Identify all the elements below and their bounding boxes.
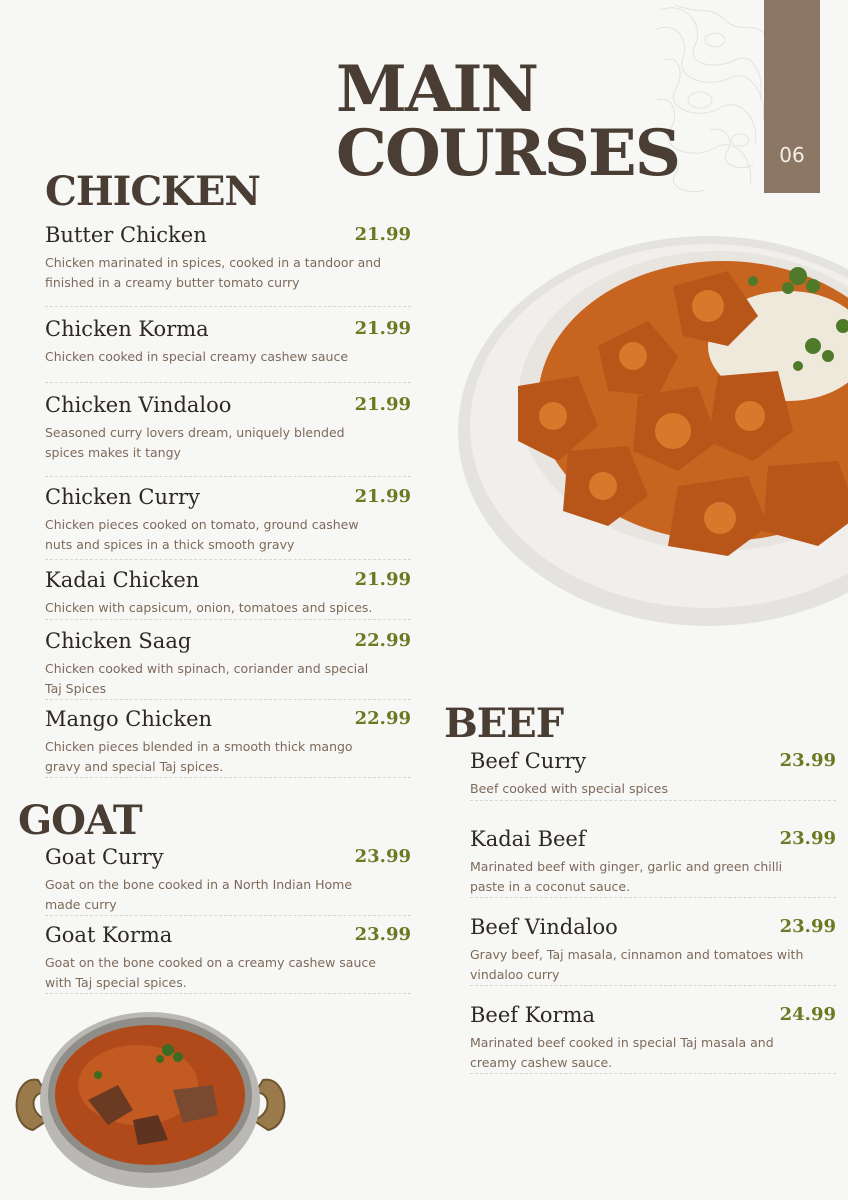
item-price: 21.99 [354, 318, 411, 339]
item-name: Beef Korma [470, 1003, 595, 1027]
item-price: 22.99 [354, 708, 411, 729]
item-price: 21.99 [354, 394, 411, 415]
item-price: 23.99 [354, 846, 411, 867]
menu-item-chicken-vindaloo [45, 392, 411, 477]
item-name: Beef Vindaloo [470, 915, 618, 939]
item-name: Chicken Saag [45, 629, 192, 653]
menu-item-beef-korma [470, 1002, 836, 1074]
item-description: Goat on the bone cooked on a creamy cashew sauce with Taj special spices. [45, 955, 376, 990]
menu-item-mango-chicken [45, 706, 411, 778]
menu-item-kadai-chicken [45, 567, 411, 620]
item-price: 21.99 [354, 569, 411, 590]
section-heading-chicken: CHICKEN [45, 168, 260, 215]
item-price: 23.99 [779, 750, 836, 771]
page-number-tab [764, 0, 820, 193]
item-name: Goat Korma [45, 923, 173, 947]
item-description: Chicken marinated in spices, cooked in a tandoor and finished in a creamy butter tomato curry [45, 255, 382, 290]
item-price: 24.99 [779, 1004, 836, 1025]
item-description: Marinated beef with ginger, garlic and green chilli paste in a coconut sauce. [470, 859, 783, 894]
item-description: Seasoned curry lovers dream, uniquely blended spices makes it tangy [45, 425, 345, 460]
item-price: 23.99 [779, 916, 836, 937]
item-description: Gravy beef, Taj masala, cinnamon and tomatoes with vindaloo curry [470, 947, 804, 982]
menu-item-beef-curry [470, 748, 836, 801]
item-description: Chicken cooked in special creamy cashew sauce [45, 349, 349, 364]
item-price: 23.99 [779, 828, 836, 849]
item-description: Marinated beef cooked in special Taj masala and creamy cashew sauce. [470, 1035, 774, 1070]
item-description: Chicken pieces cooked on tomato, ground cashew nuts and spices in a thick smooth gravy [45, 517, 359, 552]
menu-item-beef-vindaloo [470, 914, 836, 986]
menu-item-goat-korma [45, 922, 411, 994]
item-description: Chicken with capsicum, onion, tomatoes and spices. [45, 600, 373, 615]
title-line-1: MAIN [336, 52, 537, 127]
butter-chicken-plate-image [458, 226, 848, 636]
item-description: Chicken cooked with spinach, coriander and special Taj Spices [45, 661, 369, 696]
item-price: 21.99 [354, 224, 411, 245]
item-price: 21.99 [354, 486, 411, 507]
item-name: Beef Curry [470, 749, 587, 773]
item-name: Butter Chicken [45, 223, 207, 247]
item-description: Chicken pieces blended in a smooth thick mango gravy and special Taj spices. [45, 739, 353, 774]
menu-item-chicken-saag [45, 628, 411, 700]
title-line-2: COURSES [336, 116, 679, 191]
section-heading-beef: BEEF [444, 700, 564, 747]
menu-item-goat-curry [45, 844, 411, 916]
menu-item-kadai-beef [470, 826, 836, 898]
item-price: 22.99 [354, 630, 411, 651]
goat-curry-pot-image [8, 1005, 293, 1200]
menu-item-chicken-korma [45, 316, 411, 383]
item-description: Beef cooked with special spices [470, 781, 668, 796]
item-name: Goat Curry [45, 845, 164, 869]
item-name: Chicken Korma [45, 317, 209, 341]
item-price: 23.99 [354, 924, 411, 945]
page-number: 06 [779, 143, 805, 167]
item-name: Kadai Chicken [45, 568, 200, 592]
item-name: Chicken Curry [45, 485, 200, 509]
section-heading-goat: GOAT [18, 797, 142, 844]
item-name: Chicken Vindaloo [45, 393, 232, 417]
item-name: Mango Chicken [45, 707, 213, 731]
menu-item-chicken-curry [45, 484, 411, 560]
item-description: Goat on the bone cooked in a North Indian Home made curry [45, 877, 353, 912]
page-title [336, 52, 679, 191]
menu-item-butter-chicken [45, 222, 411, 307]
item-name: Kadai Beef [470, 827, 586, 851]
